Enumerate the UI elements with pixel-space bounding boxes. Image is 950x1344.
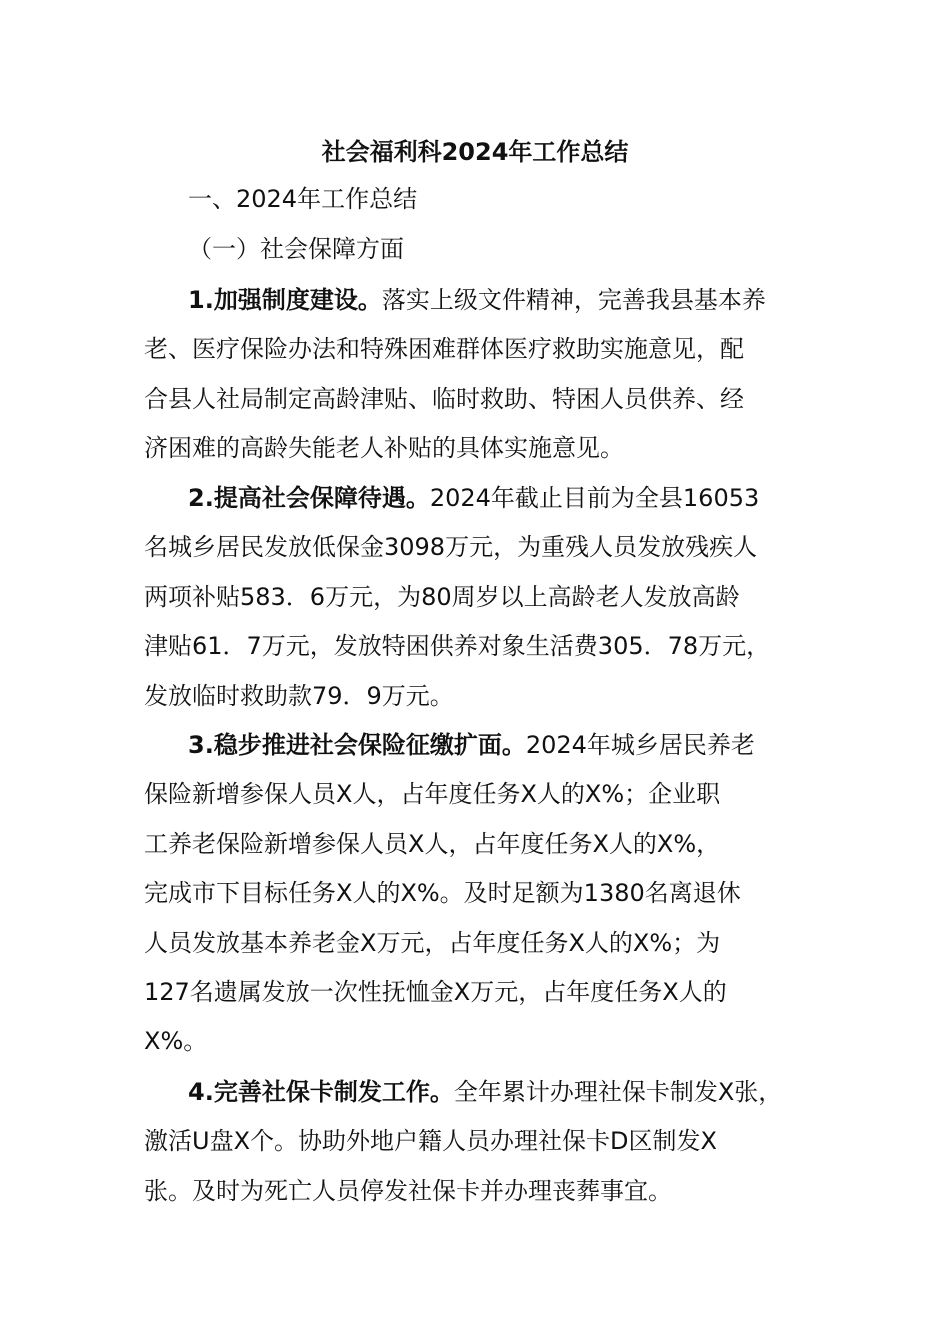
paragraph-line (144, 474, 844, 523)
paragraph-line: 保险新增参保人员X人，占年度任务X人的X%；企业职 (144, 780, 721, 809)
paragraph-line: X%。 (144, 1027, 208, 1056)
paragraph-line: 激活U盘X个。协助外地户籍人员办理社保卡D区制发X (144, 1127, 717, 1156)
subsection-heading: （一）社会保障方面 (188, 235, 404, 263)
paragraph-text: 全年累计办理社保卡制发X张， (453, 1078, 783, 1106)
paragraph-lead: 1.加强制度建设。 (188, 286, 382, 314)
paragraph-line: 发放临时救助款79．9万元。 (144, 681, 454, 710)
paragraph-social-security-card (144, 1068, 844, 1216)
paragraph-line: 张。及时为死亡人员停发社保卡并办理丧葬事宜。 (144, 1176, 672, 1205)
document-title: 社会福利科2024年工作总结 (321, 138, 629, 166)
paragraph-social-security-benefits (144, 474, 844, 721)
paragraph-text: 2024年截止目前为全县16053 (429, 484, 760, 512)
paragraph-line: 完成市下目标任务X人的X%。及时足额为1380名离退休 (144, 879, 741, 908)
paragraph-insurance-collection (144, 721, 844, 1067)
paragraph-line (144, 1068, 844, 1117)
paragraph-line: 工养老保险新增参保人员X人，占年度任务X人的X%， (144, 829, 721, 858)
paragraph-line: 合县人社局制定高龄津贴、临时救助、特困人员供养、经 (144, 384, 744, 413)
paragraph-lead: 3.稳步推进社会保险征缴扩面。 (188, 731, 526, 759)
paragraph-lead: 2.提高社会保障待遇。 (188, 484, 430, 512)
paragraph-line: 津贴61．7万元，发放特困供养对象生活费305．78万元， (144, 632, 771, 661)
paragraph-line: 名城乡居民发放低保金3098万元，为重残人员发放残疾人 (144, 533, 758, 562)
paragraph-line (144, 721, 844, 770)
paragraph-line: 两项补贴583．6万元，为80周岁以上高龄老人发放高龄 (144, 582, 740, 611)
paragraph-line (144, 276, 844, 325)
paragraph-line: 127名遗属发放一次性抚恤金X万元，占年度任务X人的 (144, 977, 727, 1006)
paragraph-text: 落实上级文件精神，完善我县基本养 (381, 286, 766, 314)
paragraph-lead: 4.完善社保卡制发工作。 (188, 1078, 454, 1106)
section-heading: 一、2024年工作总结 (188, 185, 418, 213)
paragraph-line: 老、医疗保险办法和特殊困难群体医疗救助实施意见，配 (144, 335, 744, 364)
paragraph-line: 人员发放基本养老金X万元，占年度任务X人的X%；为 (144, 928, 721, 957)
paragraph-line: 济困难的高龄失能老人补贴的具体实施意见。 (144, 434, 624, 463)
paragraph-text: 2024年城乡居民养老 (525, 731, 755, 759)
paragraph-institution-building (144, 276, 844, 474)
